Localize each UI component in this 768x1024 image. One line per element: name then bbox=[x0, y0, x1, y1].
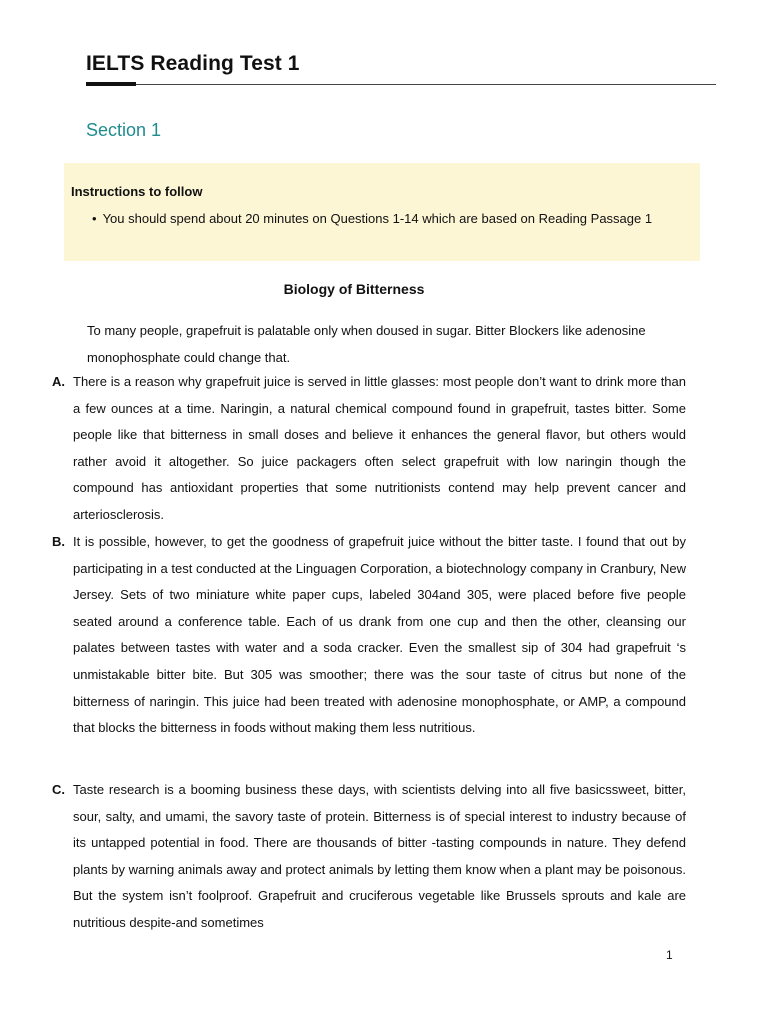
bullet-icon: • bbox=[92, 211, 97, 226]
instructions-box bbox=[64, 163, 700, 261]
paragraph-letter: B. bbox=[52, 534, 65, 549]
paragraph-letter: C. bbox=[52, 782, 65, 797]
title-underline bbox=[86, 84, 716, 85]
passage-title: Biology of Bitterness bbox=[283, 281, 425, 297]
passage-intro: To many people, grapefruit is palatable only when doused in sugar. Bitter Blockers like adenosine monophosphate could change that. bbox=[87, 323, 646, 365]
paragraph-letter: A. bbox=[52, 374, 65, 389]
page-number: 1 bbox=[666, 948, 673, 962]
instructions-item-text: You should spend about 20 minutes on Questions 1-14 which are based on Reading Passage 1 bbox=[102, 211, 653, 226]
paragraph-a bbox=[52, 369, 686, 529]
instructions-heading: Instructions to follow bbox=[71, 184, 203, 199]
paragraph-text: Taste research is a booming business these days, with scientists delving into all five basicssweet, bitter, sour, salty, and umami, the savory taste of protein. Bitterness is of special interest to industry because of its untapped potential in food. There are thousands of bitter -tasting compounds in nature. They defend plants by warning animals away and protect animals by letting them know when a plant may be poisonous. But the system isn’t foolproof. Grapefruit and cruciferous vegetable like Brussels sprouts and kale are nutritious despite-and sometimes bbox=[73, 782, 686, 930]
document-title: IELTS Reading Test 1 bbox=[86, 52, 300, 75]
section-title: Section 1 bbox=[86, 120, 162, 140]
paragraph-text: It is possible, however, to get the goodness of grapefruit juice without the bitter taste. I found that out by participating in a test conducted at the Linguagen Corporation, a biotechnology company in Cranbury, New Jersey. Sets of two miniature white paper cups, labeled 304and 305, were placed before five people seated around a conference table. Each of us drank from one cup and then the other, cleansing our palates between tastes with water and a soda cracker. Even the smallest sip of 304 had grapefruit ‘s unmistakable bitter bite. But 305 was smoother; there was the sour taste of citrus but none of the bitterness of naringin. This juice had been treated with adenosine monophosphate, or AMP, a compound that blocks the bitterness in foods without making them less nutritious. bbox=[73, 534, 686, 736]
paragraph-b bbox=[52, 529, 686, 742]
paragraph-text: There is a reason why grapefruit juice is served in little glasses: most people don’t want to drink more than a few ounces at a time. Naringin, a natural chemical compound found in grapefruit, tastes bitter. Some people like that bitterness in small doses and believe it enhances the general flavor, but others would rather avoid it altogether. So juice packagers often select grapefruit with low naringin though the compound has antioxidant properties that some nutritionists contend may help prevent cancer and arteriosclerosis. bbox=[73, 374, 686, 522]
title-underline-accent bbox=[86, 82, 136, 86]
instructions-item bbox=[92, 211, 652, 226]
paragraph-c bbox=[52, 777, 686, 937]
